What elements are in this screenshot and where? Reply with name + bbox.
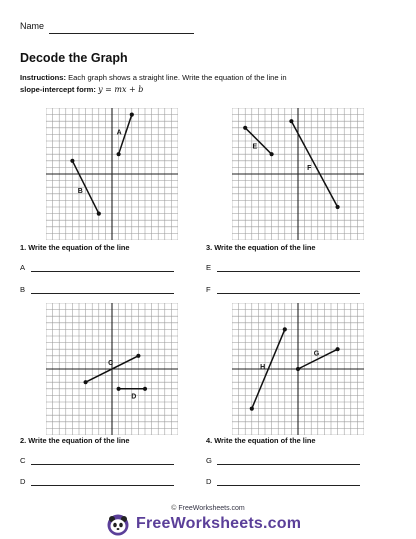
- endpoint: [117, 387, 121, 391]
- endpoint: [97, 212, 101, 216]
- line-label: D: [131, 393, 137, 401]
- footer-url-text: FreeWorksheets.com: [178, 505, 245, 512]
- answer-field[interactable]: [217, 293, 360, 294]
- line-label: H: [260, 363, 266, 371]
- question-3-title: 3. Write the equation of the line: [206, 243, 316, 252]
- question-4-title: 4. Write the equation of the line: [206, 436, 316, 445]
- graph-1: [46, 108, 178, 240]
- answer-field[interactable]: [217, 464, 360, 465]
- instructions-bold: Instructions:: [20, 73, 66, 82]
- instructions: [20, 72, 405, 95]
- line-label: B: [77, 187, 83, 195]
- answer-label: D: [206, 477, 212, 486]
- instructions-form: slope-intercept form:: [20, 84, 96, 94]
- page-title: Decode the Graph: [20, 51, 128, 65]
- footer-url[interactable]: [0, 505, 416, 512]
- graph-3: [232, 108, 364, 240]
- endpoint: [130, 113, 134, 117]
- endpoint: [289, 119, 293, 123]
- endpoint: [336, 205, 340, 209]
- answer-field[interactable]: [31, 464, 174, 465]
- answer-field[interactable]: [31, 271, 174, 272]
- endpoint: [136, 354, 140, 358]
- answer-label: A: [20, 263, 26, 272]
- answer-field[interactable]: [217, 485, 360, 486]
- answer-label: E: [206, 263, 212, 272]
- endpoint: [143, 387, 147, 391]
- copyright-symbol: ©: [171, 505, 177, 512]
- endpoint: [243, 126, 247, 130]
- instructions-text: Each graph shows a straight line. Write the equation of the line in: [66, 73, 287, 82]
- brand-name: FreeWorksheets.com: [136, 515, 302, 532]
- line-label: F: [307, 164, 312, 172]
- answer-field[interactable]: [31, 293, 174, 294]
- answer-label: F: [206, 285, 211, 294]
- line-label: C: [108, 360, 114, 368]
- question-2-title: 2. Write the equation of the line: [20, 436, 130, 445]
- answer-label: C: [20, 456, 26, 465]
- endpoint: [296, 367, 300, 371]
- answer-label: G: [206, 456, 212, 465]
- graph-2: [46, 303, 178, 435]
- endpoint: [250, 407, 254, 411]
- name-field[interactable]: [49, 33, 194, 34]
- panda-icon: [106, 514, 130, 536]
- line-label: E: [252, 143, 258, 151]
- instructions-formula: y = mx + b: [98, 84, 144, 94]
- answer-field[interactable]: [217, 271, 360, 272]
- answer-label: B: [20, 285, 26, 294]
- endpoint: [70, 159, 74, 163]
- name-label: Name: [20, 21, 45, 31]
- endpoint: [336, 347, 340, 351]
- line-label: G: [313, 350, 320, 358]
- graph-4: [232, 303, 364, 435]
- answer-label: D: [20, 477, 26, 486]
- endpoint: [283, 327, 287, 331]
- question-1-title: 1. Write the equation of the line: [20, 243, 130, 252]
- endpoint: [84, 380, 88, 384]
- endpoint: [117, 152, 121, 156]
- line-label: A: [116, 129, 122, 137]
- answer-field[interactable]: [31, 485, 174, 486]
- endpoint: [270, 152, 274, 156]
